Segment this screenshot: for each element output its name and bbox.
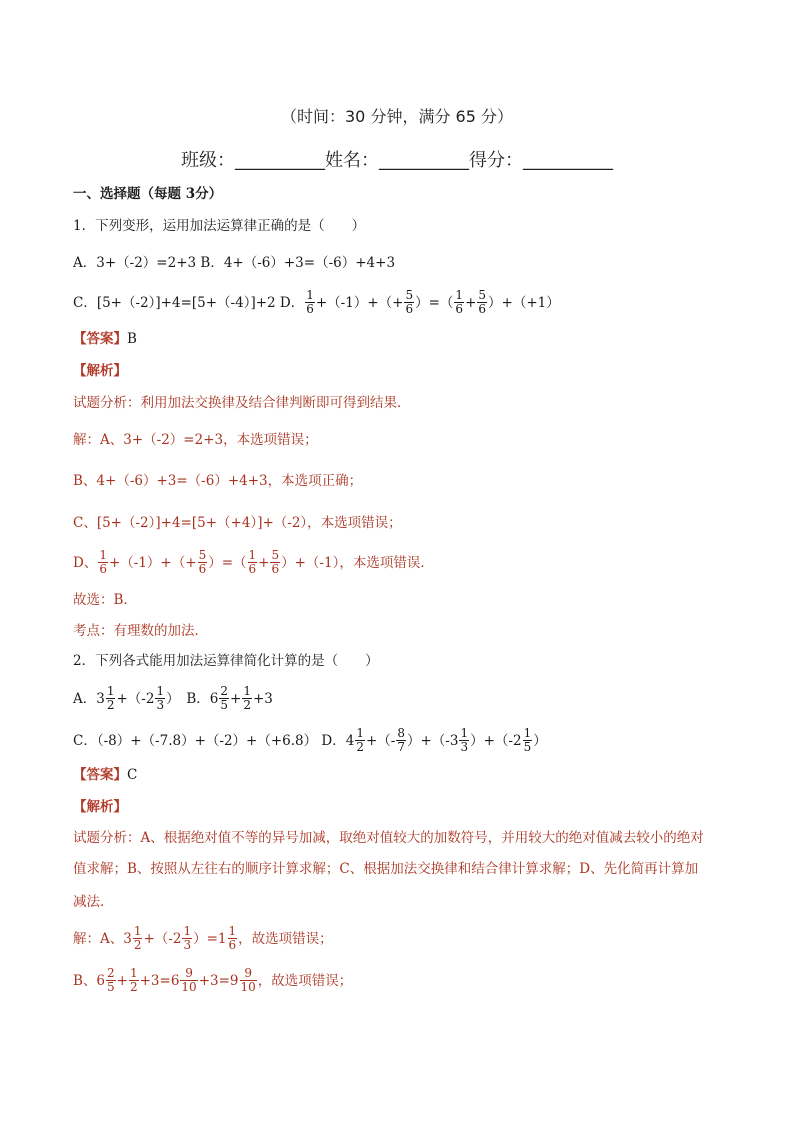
q1-answer-value: B (127, 331, 137, 347)
q2-options-ab: A．3 $\frac{1}{2}$ +（-2 $\frac{1}{3}$ ） B．6 $\frac{2}{5}$ + $\frac{1}{2}$ +3 (73, 684, 273, 712)
q1-options-cd: C．[5+（-2）]+4=[5+（-4）]+2 D． $\frac{1}{6}$ +（-1）+（+ $\frac{5}{6}$ ）=（ $\frac{1}{6}$ + $\frac{5}{6}$ ）+（+1） (73, 288, 560, 316)
fraction: $\frac{1}{6}$ (306, 288, 314, 316)
fraction: $\frac{5}{6}$ (478, 288, 487, 316)
fraction: $\frac{1}{3}$ (183, 924, 192, 952)
q1-analysis: 试题分析：利用加法交换律及结合律判断即可得到结果． (73, 395, 411, 411)
fraction: $\frac{1}{2}$ (129, 966, 138, 994)
fraction: $\frac{2}{5}$ (107, 966, 115, 994)
fraction: $\frac{1}{5}$ (523, 726, 532, 754)
q2-analysis-line-3: 减法． (73, 894, 114, 910)
fraction: $\frac{2}{5}$ (220, 684, 228, 712)
fraction: $\frac{1}{2}$ (133, 924, 142, 952)
q1-solution-b: B、4+（-6）+3=（-6）+4+3，本选项正确； (73, 473, 363, 489)
fraction: $\frac{1}{6}$ (248, 548, 257, 576)
fraction: $\frac{9}{10}$ (181, 966, 197, 994)
q2-options-cd: C．（-8）+（-7.8）+（-2）+（+6.8） D．4 $\frac{1}{2}$ +（- $\frac{8}{7}$ ）+（-3 $\frac{1}{3}$ ）+（-2 $\frac{1}{5}$ ） (73, 726, 547, 754)
student-info-line: 班级：__________姓名：__________得分：__________ (181, 150, 613, 171)
q1-solution-a: 解：A、3+（-2）=2+3，本选项错误； (73, 432, 318, 448)
fraction: $\frac{1}{3}$ (156, 684, 165, 712)
fraction: $\frac{1}{2}$ (356, 726, 364, 754)
q2-stem: 2．下列各式能用加法运算律简化计算的是（ ） (73, 653, 379, 669)
fraction: $\frac{5}{6}$ (271, 548, 280, 576)
q1-answer: 【答案】B (73, 331, 137, 347)
q2-solution-a: 解：A、3 $\frac{1}{2}$ +（-2 $\frac{1}{3}$ ）=1 $\frac{1}{6}$ ，故选项错误； (73, 924, 333, 952)
fraction: $\frac{5}{6}$ (405, 288, 414, 316)
fraction: $\frac{1}{6}$ (455, 288, 464, 316)
q2-answer-value: C (127, 767, 138, 783)
fraction: $\frac{8}{7}$ (397, 726, 405, 754)
q2-answer: 【答案】C (73, 767, 138, 783)
fraction: $\frac{1}{2}$ (243, 684, 251, 712)
q1-choice: 故选：B． (73, 592, 137, 608)
q1-option-c: C．[5+（-2）]+4=[5+（-4）]+2 D． (73, 295, 305, 311)
fraction: $\frac{5}{6}$ (198, 548, 207, 576)
section-title: 一、选择题（每题 3分） (73, 186, 223, 202)
q1-solution-d: D、 $\frac{1}{6}$ +（-1）+（+ $\frac{5}{6}$ ）=（ $\frac{1}{6}$ + $\frac{5}{6}$ ）+（-1），本选项错误． (73, 548, 434, 576)
q1-options-ab: A．3+（-2）=2+3 B．4+（-6）+3=（-6）+4+3 (73, 255, 396, 271)
q2-analysis-tag: 【解析】 (73, 799, 127, 815)
q1-solution-c: C、[5+（-2）]+4=[5+（+4）]+（-2），本选项错误； (73, 515, 402, 531)
q1-stem: 1．下列变形，运用加法运算律正确的是（ ） (73, 218, 366, 234)
fraction: $\frac{1}{2}$ (106, 684, 115, 712)
fraction: $\frac{9}{10}$ (240, 966, 256, 994)
q1-knowledge-point: 考点：有理数的加法． (73, 623, 208, 639)
fraction: $\frac{1}{6}$ (228, 924, 237, 952)
time-note: （时间：30 分钟，满分 65 分） (281, 107, 513, 126)
q2-solution-b: B、6 $\frac{2}{5}$ + $\frac{1}{2}$ +3=6 $\frac{9}{10}$ +3=9 $\frac{9}{10}$ ，故选项错误； (73, 966, 353, 994)
q2-analysis-line-1: 试题分析：A、根据绝对值不等的异号加减，取绝对值较大的加数符号，并用较大的绝对值减去较小的绝对 (73, 830, 704, 846)
fraction: $\frac{1}{3}$ (460, 726, 469, 754)
q1-analysis-tag: 【解析】 (73, 363, 127, 379)
fraction: $\frac{1}{6}$ (99, 548, 107, 576)
q2-analysis-line-2: 值求解；B、按照从左往右的顺序计算求解；C、根据加法交换律和结合律计算求解；D、先化简再计算加 (73, 861, 699, 877)
